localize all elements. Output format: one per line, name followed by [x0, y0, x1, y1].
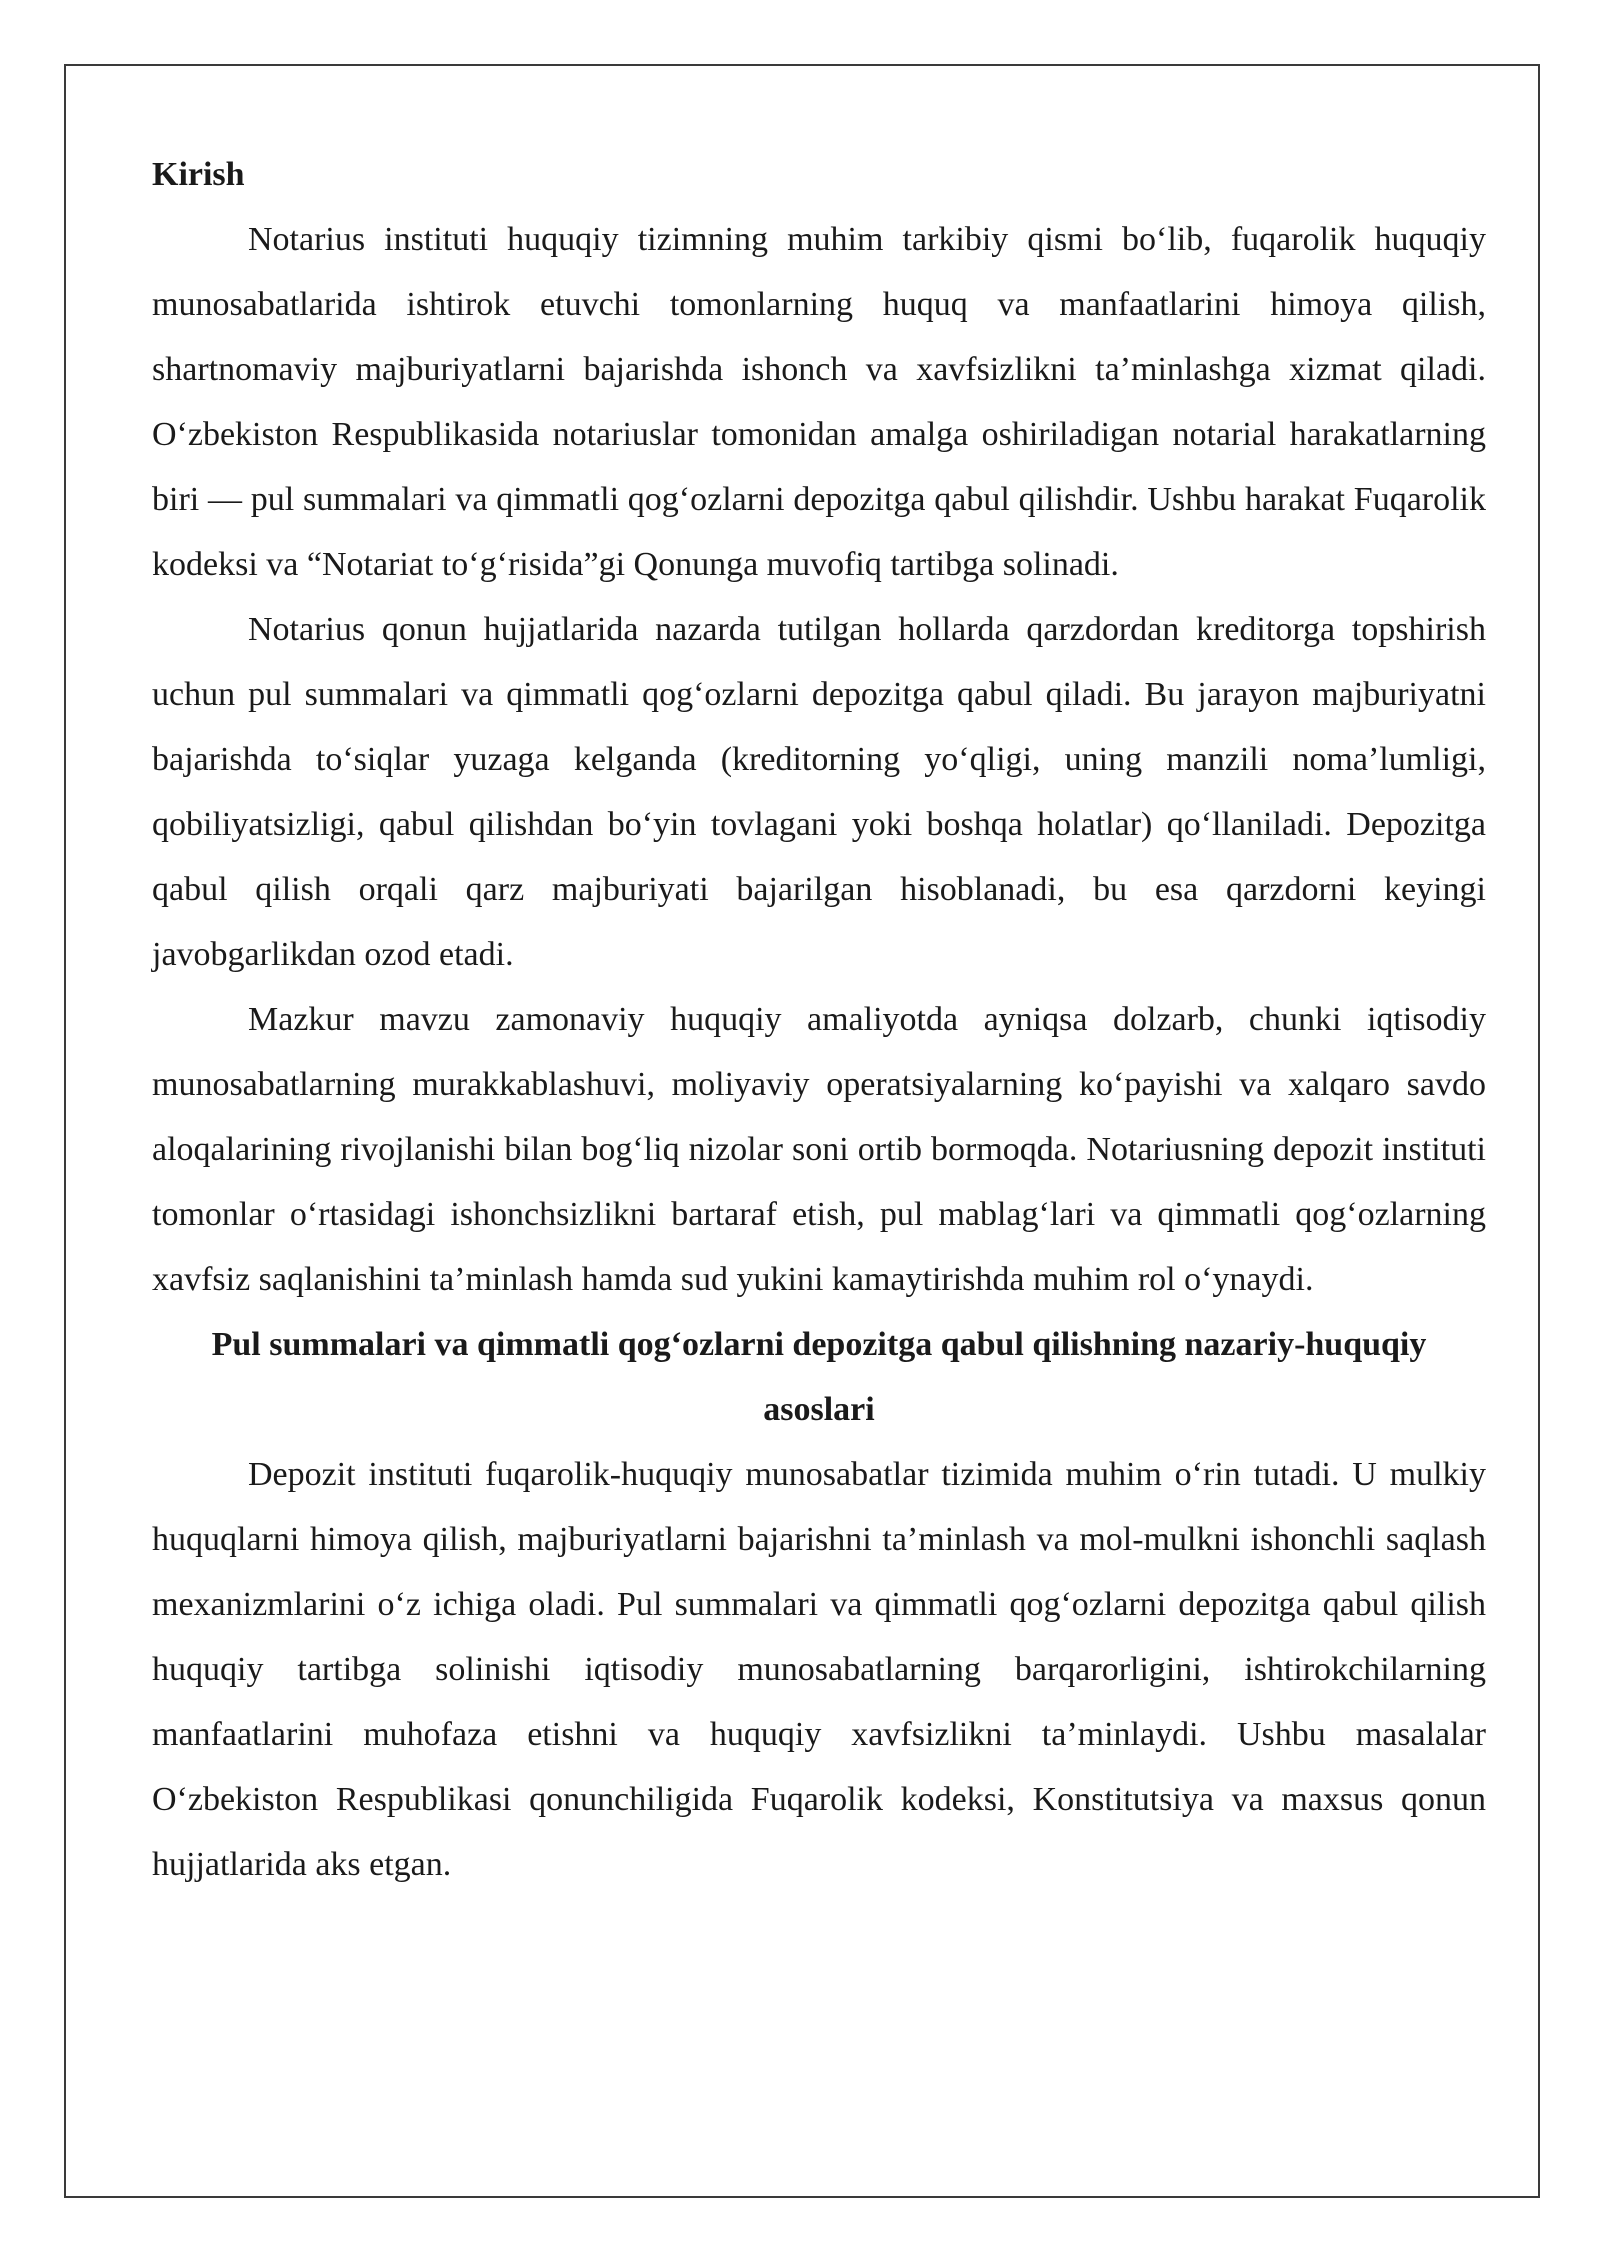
section-paragraph-1: Depozit instituti fuqarolik-huquqiy munosabatlar tizimida muhim o‘rin tutadi. U mulkiy huquqlarni himoya qilish, majburiyatlarni bajarishni ta’minlash va mol-mulkni ishonchli saqlash mexanizmlarini o‘z ichiga oladi. Pul summalari va qimmatli qog‘ozlarni depozitga qabul qilish huquqiy tartibga solinishi iqtisodiy munosabatlarning barqarorligini, ishtirokchilarning manfaatlarini muhofaza etishni va huquqiy xavfsizlikni ta’minlaydi. Ushbu masalalar O‘zbekiston Respublikasi qonunchiligida Fuqarolik kodeksi, Konstitutsiya va maxsus qonun hujjatlarida aks etgan. [152, 1456, 1486, 1883]
intro-paragraph-2: Notarius qonun hujjatlarida nazarda tutilgan hollarda qarzdordan kreditorga topshirish uchun pul summalari va qimmatli qog‘ozlarni depozitga qabul qiladi. Bu jarayon majburiyatni bajarishda to‘siqlar yuzaga kelganda (kreditorning yo‘qligi, uning manzili noma’lumligi, qobiliyatsizligi, qabul qilishdan bo‘yin tovlagani yoki boshqa holatlar) qo‘llaniladi. Depozitga qabul qilish orqali qarz majburiyati bajarilgan hisoblanadi, bu esa qarzdorni keyingi javobgarlikdan ozod etadi. [152, 611, 1486, 973]
intro-paragraph-1: Notarius instituti huquqiy tizimning muhim tarkibiy qismi bo‘lib, fuqarolik huquqiy munosabatlarida ishtirok etuvchi tomonlarning huquq va manfaatlarini himoya qilish, shartnomaviy majburiyatlarni bajarishda ishonch va xavfsizlikni ta’minlashga xizmat qiladi. O‘zbekiston Respublikasida notariuslar tomonidan amalga oshiriladigan notarial harakatlarning biri — pul summalari va qimmatli qog‘ozlarni depozitga qabul qilishdir. Ushbu harakat Fuqarolik kodeksi va “Notariat to‘g‘risida”gi Qonunga muvofiq tartibga solinadi. [152, 221, 1486, 583]
section-heading: Pul summalari va qimmatli qog‘ozlarni depozitga qabul qilishning nazariy-huquqiy asoslari [211, 1326, 1427, 1428]
intro-heading: Kirish [152, 156, 245, 193]
intro-paragraph-3: Mazkur mavzu zamonaviy huquqiy amaliyotda ayniqsa dolzarb, chunki iqtisodiy munosabatlarning murakkablashuvi, moliyaviy operatsiyalarning ko‘payishi va xalqaro savdo aloqalarining rivojlanishi bilan bog‘liq nizolar soni ortib bormoqda. Notariusning depozit instituti tomonlar o‘rtasidagi ishonchsizlikni bartaraf etish, pul mablag‘lari va qimmatli qog‘ozlarning xavfsiz saqlanishini ta’minlash hamda sud yukini kamaytirishda muhim rol o‘ynaydi. [152, 1001, 1486, 1298]
document-body [152, 142, 1486, 1897]
